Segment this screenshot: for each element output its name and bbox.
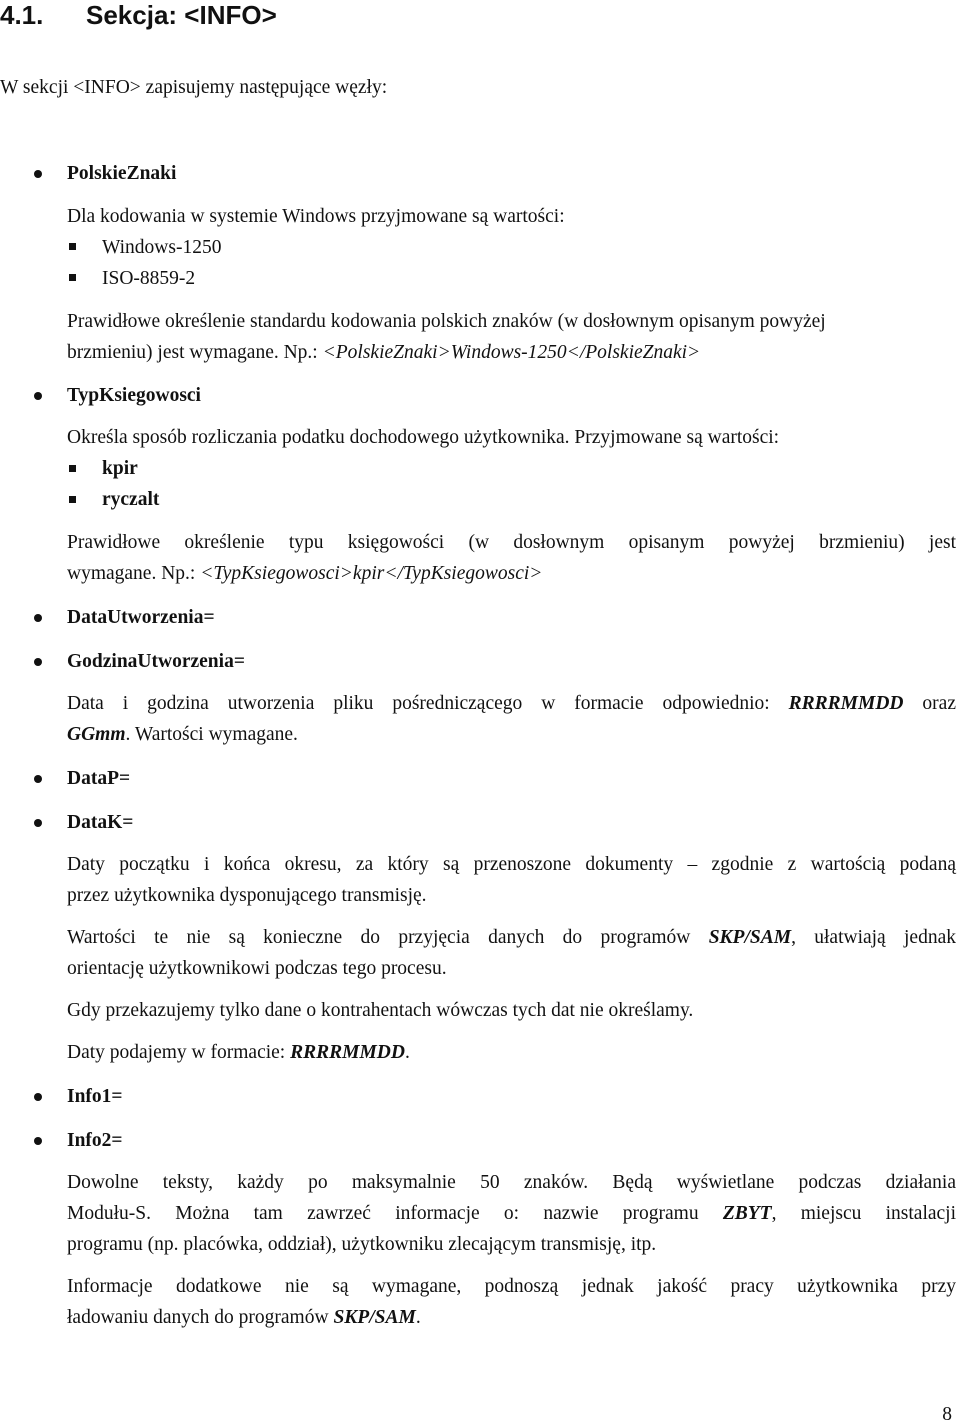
data-pk-p2-line1 xyxy=(67,926,956,950)
square-bullet xyxy=(69,496,76,503)
para-text: . xyxy=(404,1042,410,1063)
bullet-godzina-utworzenia xyxy=(34,658,42,666)
bullet-info2 xyxy=(34,1137,42,1145)
para-text: , miejscu instalacji xyxy=(771,1203,957,1224)
para-text: Wartości te nie są konieczne do przyjęcia danych do programów xyxy=(67,927,709,948)
info-p1-line2 xyxy=(67,1202,956,1226)
data-pk-p4 xyxy=(67,1041,410,1065)
note-text: brzmieniu) jest wymagane. Np.: xyxy=(67,342,323,363)
xml-example: <TypKsiegowosci>kpir</TypKsiegowosci> xyxy=(200,563,543,584)
node-data-utworzenia: DataUtworzenia= xyxy=(67,607,215,628)
data-utworzenia-desc-line2 xyxy=(67,723,298,747)
info-p1-line3: programu (np. placówka, oddział), użytkowniku zlecającym transmisję, itp. xyxy=(67,1234,657,1255)
value-iso-8859-2: ISO-8859-2 xyxy=(102,268,196,289)
section-title: Sekcja: <INFO> xyxy=(86,0,277,30)
date-format: RRRRMMDD xyxy=(290,1042,405,1063)
note-text: wymagane. Np.: xyxy=(67,563,201,584)
bullet-data-utworzenia xyxy=(34,614,42,622)
para-text: Modułu-S. Można tam zawrzeć informacje o: nazwie programu xyxy=(67,1203,723,1224)
info-p2-line1: Informacje dodatkowe nie są wymagane, podnoszą jednak jakość pracy użytkownika przy xyxy=(67,1276,956,1297)
node-info2: Info2= xyxy=(67,1130,123,1151)
data-utworzenia-desc-line1 xyxy=(67,692,956,716)
value-kpir: kpir xyxy=(102,458,138,479)
program-name: SKP/SAM xyxy=(333,1307,416,1328)
program-name: ZBYT xyxy=(722,1203,772,1224)
para-text: , ułatwiają jednak xyxy=(791,927,956,948)
bullet-data-p xyxy=(34,775,42,783)
intro-text: W sekcji <INFO> zapisujemy następujące węzły: xyxy=(0,77,388,98)
time-format: GGmm xyxy=(67,724,126,745)
node-data-k: DataK= xyxy=(67,812,134,833)
bullet-polskie-znaki xyxy=(34,170,42,178)
node-godzina-utworzenia: GodzinaUtworzenia= xyxy=(67,651,245,672)
value-windows-1250: Windows-1250 xyxy=(102,237,222,258)
data-pk-p1-line2: przez użytkownika dysponującego transmisję. xyxy=(67,885,427,906)
square-bullet xyxy=(69,274,76,281)
typ-ksiegowosci-note-line1: Prawidłowe określenie typu księgowości (w dosłownym opisanym powyżej brzmieniu) jest xyxy=(67,532,956,553)
bullet-info1 xyxy=(34,1093,42,1101)
node-data-p: DataP= xyxy=(67,768,131,789)
desc-text: oraz xyxy=(903,693,956,714)
square-bullet xyxy=(69,243,76,250)
typ-ksiegowosci-desc: Określa sposób rozliczania podatku dochodowego użytkownika. Przyjmowane są wartości: xyxy=(67,427,780,448)
program-name: SKP/SAM xyxy=(708,927,792,948)
polskie-znaki-desc: Dla kodowania w systemie Windows przyjmowane są wartości: xyxy=(67,206,565,227)
info-p1-line1: Dowolne teksty, każdy po maksymalnie 50 znaków. Będą wyświetlane podczas działania xyxy=(67,1172,956,1193)
para-text: Daty podajemy w formacie: xyxy=(67,1042,291,1063)
data-pk-p1-line1: Daty początku i końca okresu, za który są przenoszone dokumenty – zgodnie z wartością podaną xyxy=(67,854,956,875)
section-number: 4.1. xyxy=(0,0,44,30)
square-bullet xyxy=(69,465,76,472)
node-typ-ksiegowosci: TypKsiegowosci xyxy=(67,385,201,406)
bullet-data-k xyxy=(34,819,42,827)
xml-example: <PolskieZnaki>Windows-1250</PolskieZnaki> xyxy=(322,342,701,363)
data-pk-p2-line2: orientację użytkownikowi podczas tego procesu. xyxy=(67,958,447,979)
section-heading xyxy=(0,0,277,30)
para-text: ładowaniu danych do programów xyxy=(67,1307,334,1328)
desc-text: Data i godzina utworzenia pliku pośredniczącego w formacie odpowiednio: xyxy=(67,693,789,714)
polskie-znaki-note-line1: Prawidłowe określenie standardu kodowania polskich znaków (w dosłownym opisanym powyżej xyxy=(67,311,826,332)
desc-text: . Wartości wymagane. xyxy=(125,724,298,745)
node-polskie-znaki: PolskieZnaki xyxy=(67,163,177,184)
typ-ksiegowosci-note-line2 xyxy=(67,562,542,586)
bullet-typ-ksiegowosci xyxy=(34,392,42,400)
info-p2-line2 xyxy=(67,1306,421,1330)
page-number: 8 xyxy=(942,1404,952,1425)
date-format: RRRRMMDD xyxy=(788,693,904,714)
para-text: . xyxy=(415,1307,421,1328)
polskie-znaki-note-line2 xyxy=(67,341,700,365)
value-ryczalt: ryczalt xyxy=(102,489,160,510)
node-info1: Info1= xyxy=(67,1086,123,1107)
data-pk-p3: Gdy przekazujemy tylko dane o kontrahentach wówczas tych dat nie określamy. xyxy=(67,1000,694,1021)
